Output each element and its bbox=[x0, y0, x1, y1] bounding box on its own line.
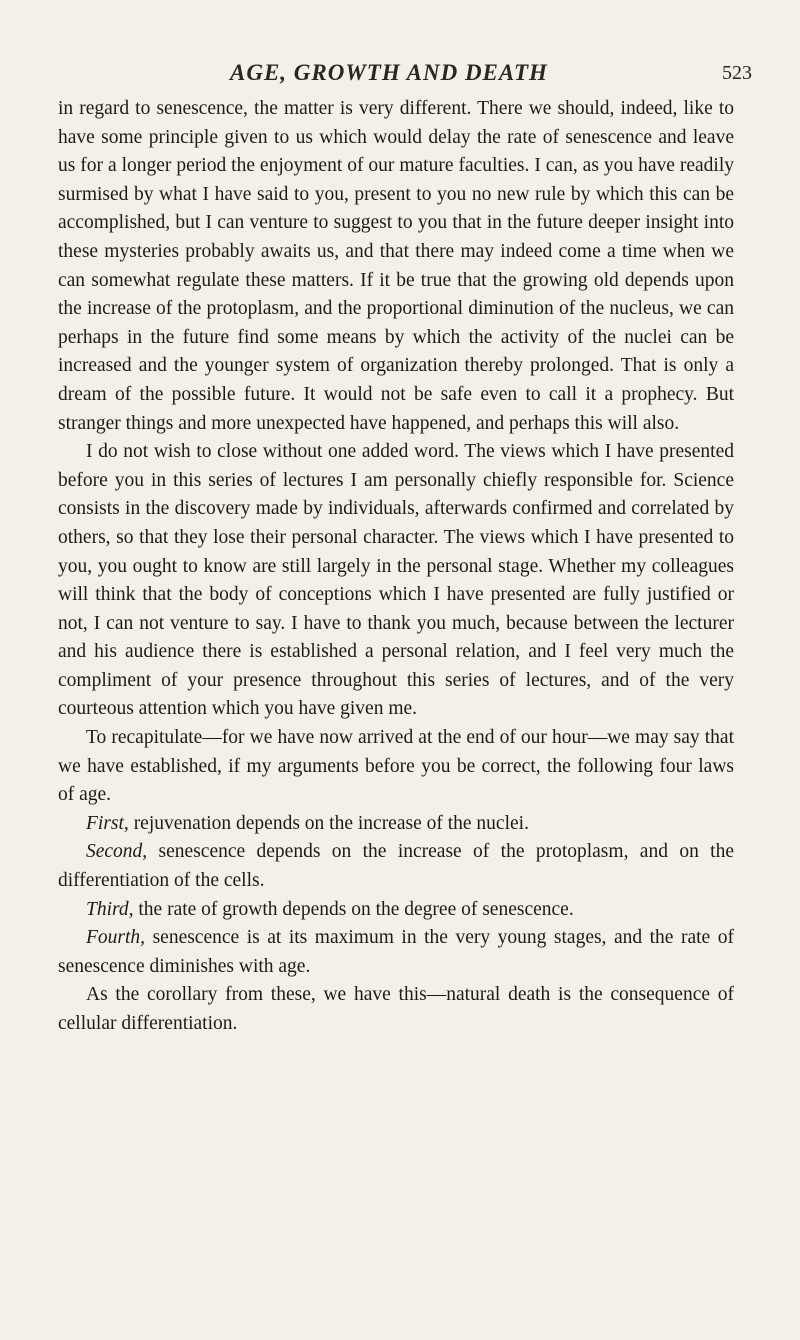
paragraph-corollary: As the corollary from these, we have this—natural death is the consequence of cellular differentiation. bbox=[58, 984, 734, 1034]
law-third-label: Third, bbox=[86, 898, 134, 920]
paragraph-recapitulation: To recapitulate—for we have now arrived at the end of our hour—we may say that we have established, if my arguments before you be correct, the following four laws of age. bbox=[58, 727, 734, 806]
law-fourth-label: Fourth, bbox=[86, 927, 146, 949]
law-fourth-text: senescence is at its maximum in the very young stages, and the rate of senescence diminishes with age. bbox=[58, 927, 734, 977]
law-second bbox=[58, 838, 734, 895]
law-fourth bbox=[58, 924, 734, 981]
law-second-label: Second, bbox=[86, 841, 148, 863]
law-first-label: First, bbox=[86, 812, 129, 834]
paragraph-senescence-regulation: in regard to senescence, the matter is very different. There we should, indeed, like to have some principle given to us which would delay the rate of senescence and leave us for a longer period the enjoyment of our mature faculties. I can, as you have readily surmised by what I have said to you, present to you no new rule by which this can be accomplished, but I can venture to suggest to you that in the future deeper insight into these mysteries probably awaits us, and that there may indeed come a time when we can somewhat regulate these matters. If it be true that the growing old depends upon the increase of the protoplasm, and the proportional diminution of the nucleus, we can perhaps in the future find some means by which the activity of the nuclei can be increased and the younger system of organization thereby prolonged. That is only a dream of the possible future. It would not be safe even to call it a prophecy. But stranger things and more unexpected have happened, and perhaps this will also. bbox=[58, 98, 734, 434]
page-number: 523 bbox=[722, 62, 752, 84]
running-header-title: AGE, GROWTH AND DEATH bbox=[230, 60, 548, 85]
law-third bbox=[58, 896, 734, 925]
law-second-text: senescence depends on the increase of the protoplasm, and on the differentiation of the cells. bbox=[58, 841, 734, 892]
law-first-text: rejuvenation depends on the increase of the nuclei. bbox=[128, 812, 529, 834]
running-header bbox=[0, 60, 800, 90]
law-first bbox=[58, 810, 734, 839]
body-text bbox=[58, 95, 734, 1039]
law-third-text: the rate of growth depends on the degree of senescence. bbox=[133, 898, 574, 920]
paragraph-closing-remarks: I do not wish to close without one added word. The views which I have presented before you in this series of lectures I am personally chiefly responsible for. Science consists in the discovery made by individuals, afterwards confirmed and correlated by others, so that they lose their personal character. The views which I have presented to you, you ought to know are still largely in the personal stage. Whether my colleagues will think that the body of conceptions which I have presented are fully justified or not, I can not venture to say. I have to thank you much, because between the lecturer and his audience there is established a personal relation, and I feel very much the compliment of your presence throughout this series of lectures, and of the very courteous attention which you have given me. bbox=[58, 441, 734, 720]
